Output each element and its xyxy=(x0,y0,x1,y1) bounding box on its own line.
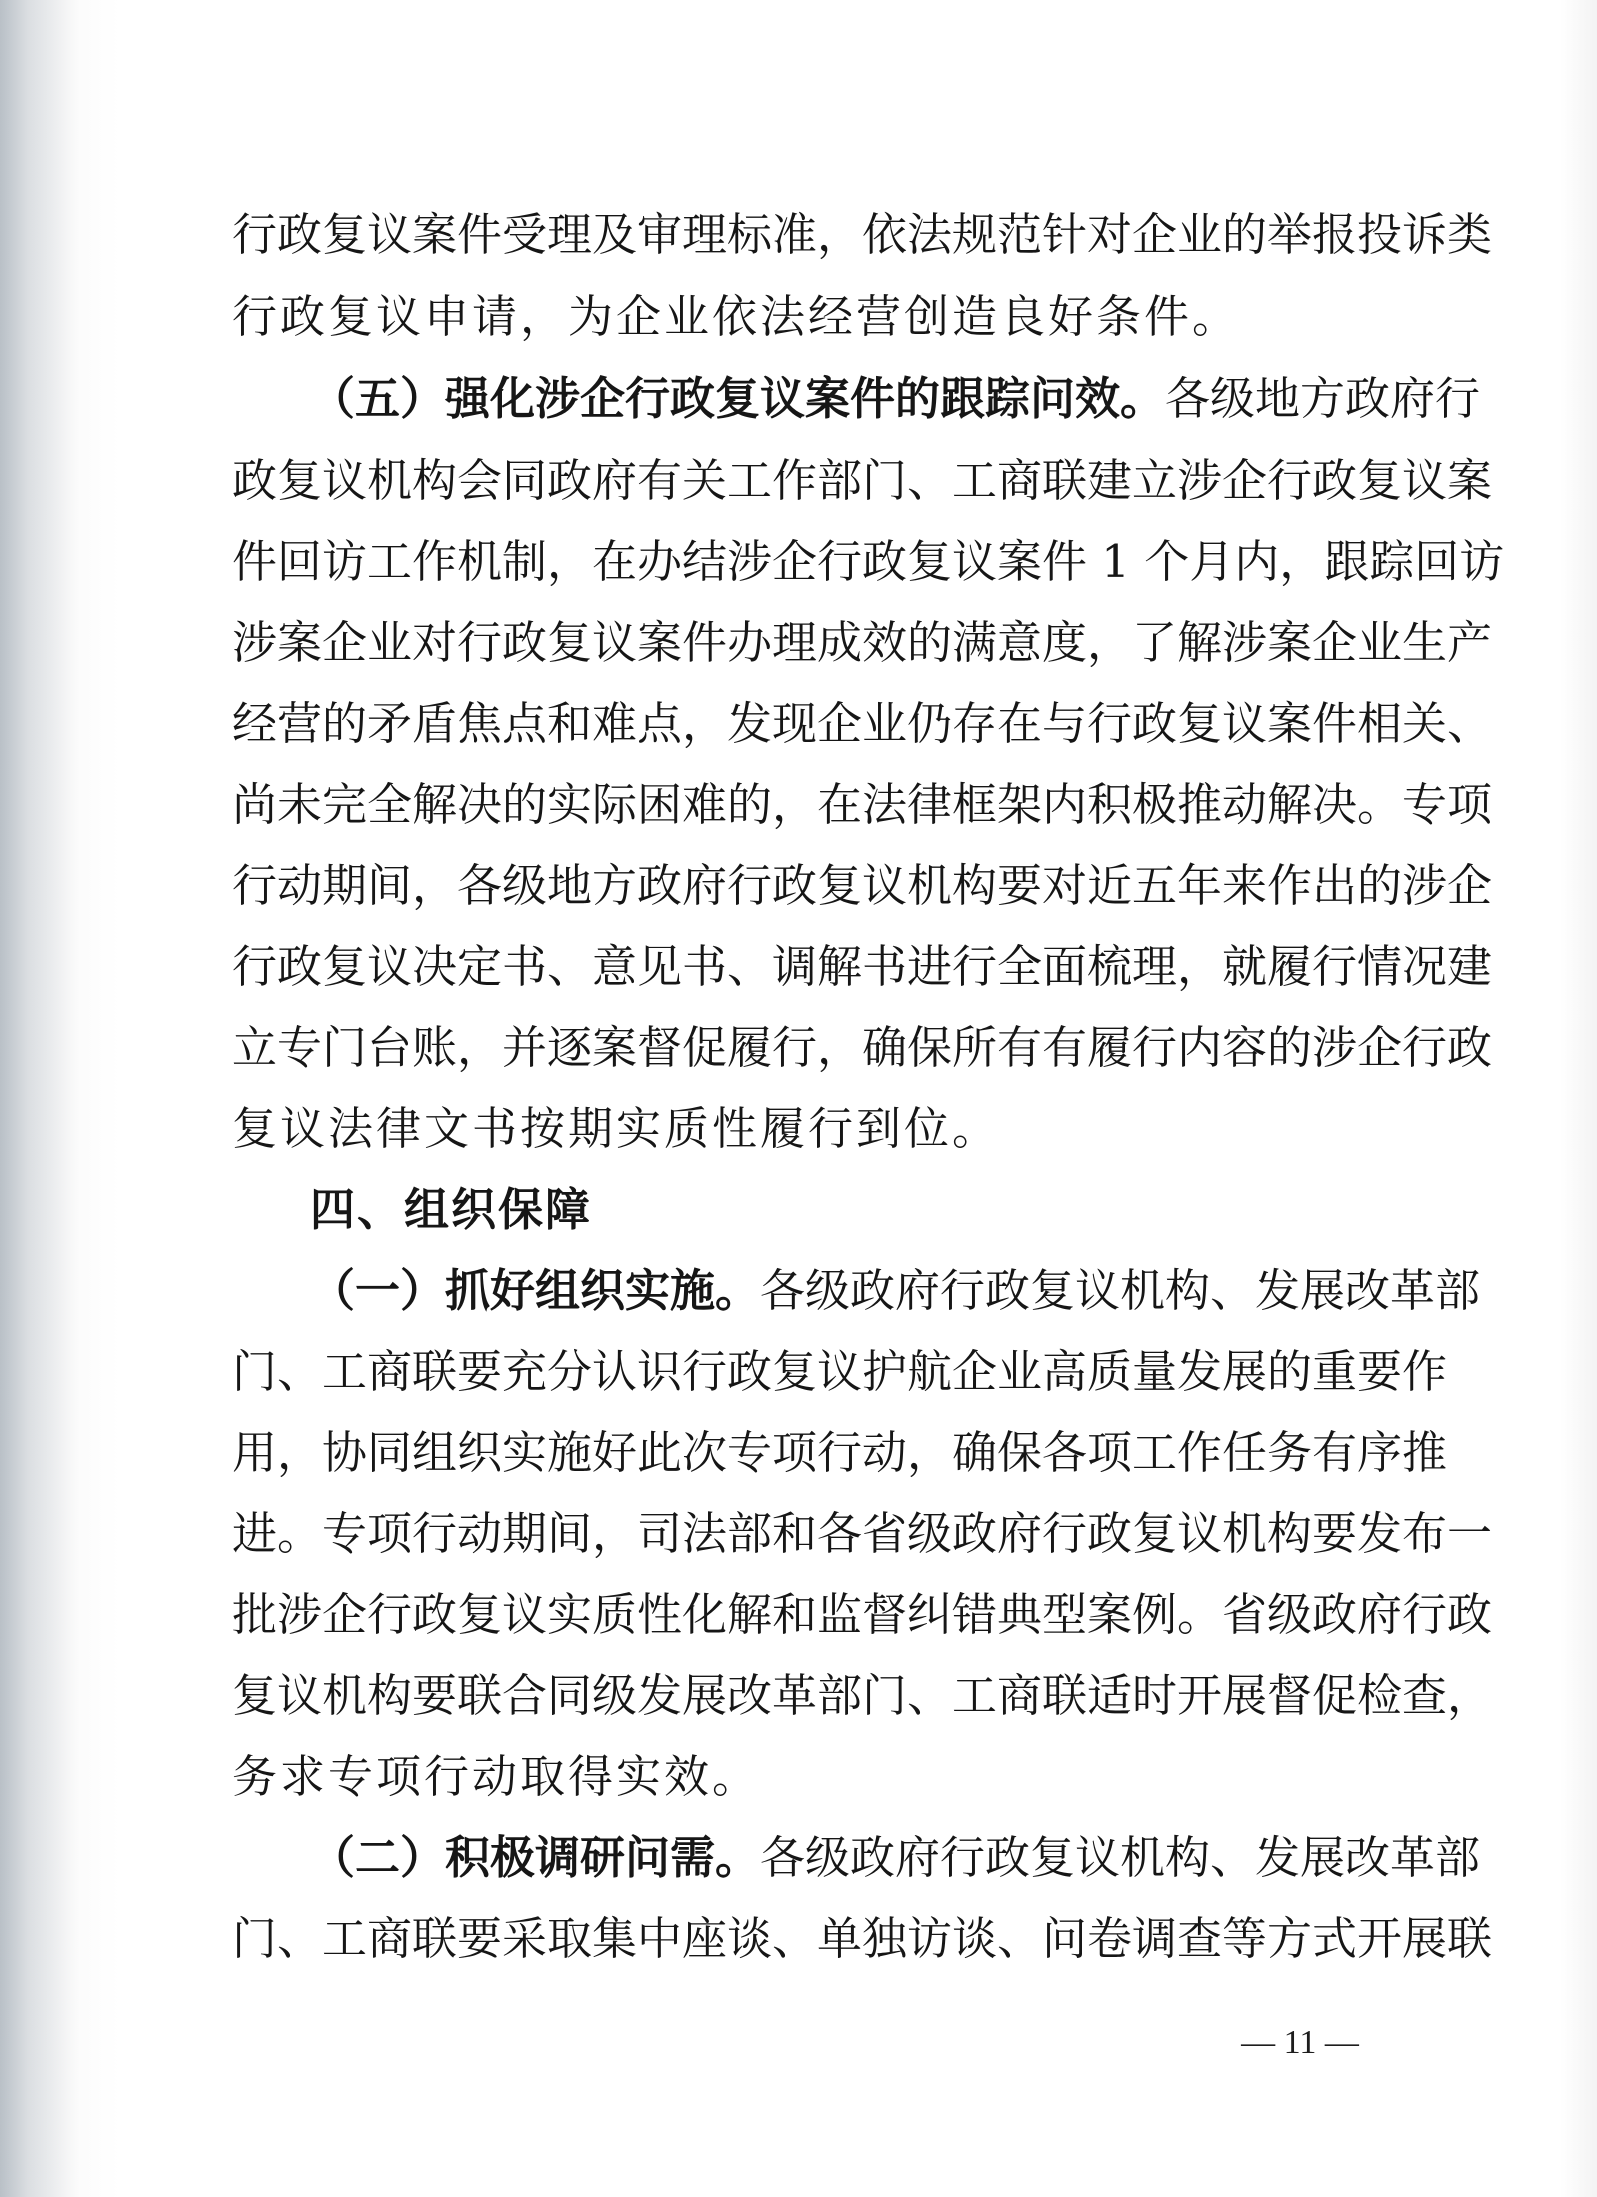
text-line: 行政复议申请，为企业依法经营创造良好条件。 xyxy=(232,290,1241,343)
section-lead-line xyxy=(310,1823,1481,1893)
text-line: 复议法律文书按期实质性履行到位。 xyxy=(232,1102,1001,1155)
text-line: 经营的矛盾焦点和难点，发现企业仍存在与行政复议案件相关、 xyxy=(232,697,1493,750)
text-span: 各级地方政府行 xyxy=(1165,372,1481,425)
text-line: 复议机构要联合同级发展改革部门、工商联适时开展督促检查， xyxy=(232,1669,1493,1722)
text-span: 各级政府行政复议机构、发展改革部 xyxy=(760,1831,1481,1884)
text-line: 批涉企行政复议实质性化解和监督纠错典型案例。省级政府行政 xyxy=(232,1588,1493,1641)
text-line: 务求专项行动取得实效。 xyxy=(232,1750,761,1803)
text-line: 行动期间，各级地方政府行政复议机构要对近五年来作出的涉企 xyxy=(232,859,1493,912)
text-span: 各级政府行政复议机构、发展改革部 xyxy=(760,1264,1481,1317)
text-line: 涉案企业对行政复议案件办理成效的满意度，了解涉案企业生产 xyxy=(232,616,1493,669)
section-lead-line xyxy=(310,364,1481,434)
text-line: 件回访工作机制，在办结涉企行政复议案件 1 个月内，跟踪回访 xyxy=(232,535,1505,588)
section-lead-line xyxy=(310,1256,1481,1326)
text-line: 行政复议案件受理及审理标准，依法规范针对企业的举报投诉类 xyxy=(232,208,1493,261)
item-1-heading: （一）抓好组织实施。 xyxy=(310,1264,761,1317)
page-number: — 11 — xyxy=(1241,2024,1359,2061)
text-line: 门、工商联要采取集中座谈、单独访谈、问卷调查等方式开展联 xyxy=(232,1912,1493,1965)
text-line: 用，协同组织实施好此次专项行动，确保各项工作任务有序推 xyxy=(232,1426,1448,1479)
text-line: 行政复议决定书、意见书、调解书进行全面梳理，就履行情况建 xyxy=(232,940,1493,993)
scan-shadow xyxy=(0,0,80,2197)
text-line: 进。专项行动期间，司法部和各省级政府行政复议机构要发布一 xyxy=(232,1507,1493,1560)
section-heading: 四、组织保障 xyxy=(310,1183,593,1236)
text-line: 尚未完全解决的实际困难的，在法律框架内积极推动解决。专项 xyxy=(232,778,1493,831)
item-2-heading: （二）积极调研问需。 xyxy=(310,1831,761,1884)
text-line: 立专门台账，并逐案督促履行，确保所有有履行内容的涉企行政 xyxy=(232,1021,1493,1074)
text-line: 政复议机构会同政府有关工作部门、工商联建立涉企行政复议案 xyxy=(232,454,1493,507)
section-5-heading: （五）强化涉企行政复议案件的跟踪问效。 xyxy=(310,372,1166,425)
text-line: 门、工商联要充分认识行政复议护航企业高质量发展的重要作 xyxy=(232,1345,1448,1398)
